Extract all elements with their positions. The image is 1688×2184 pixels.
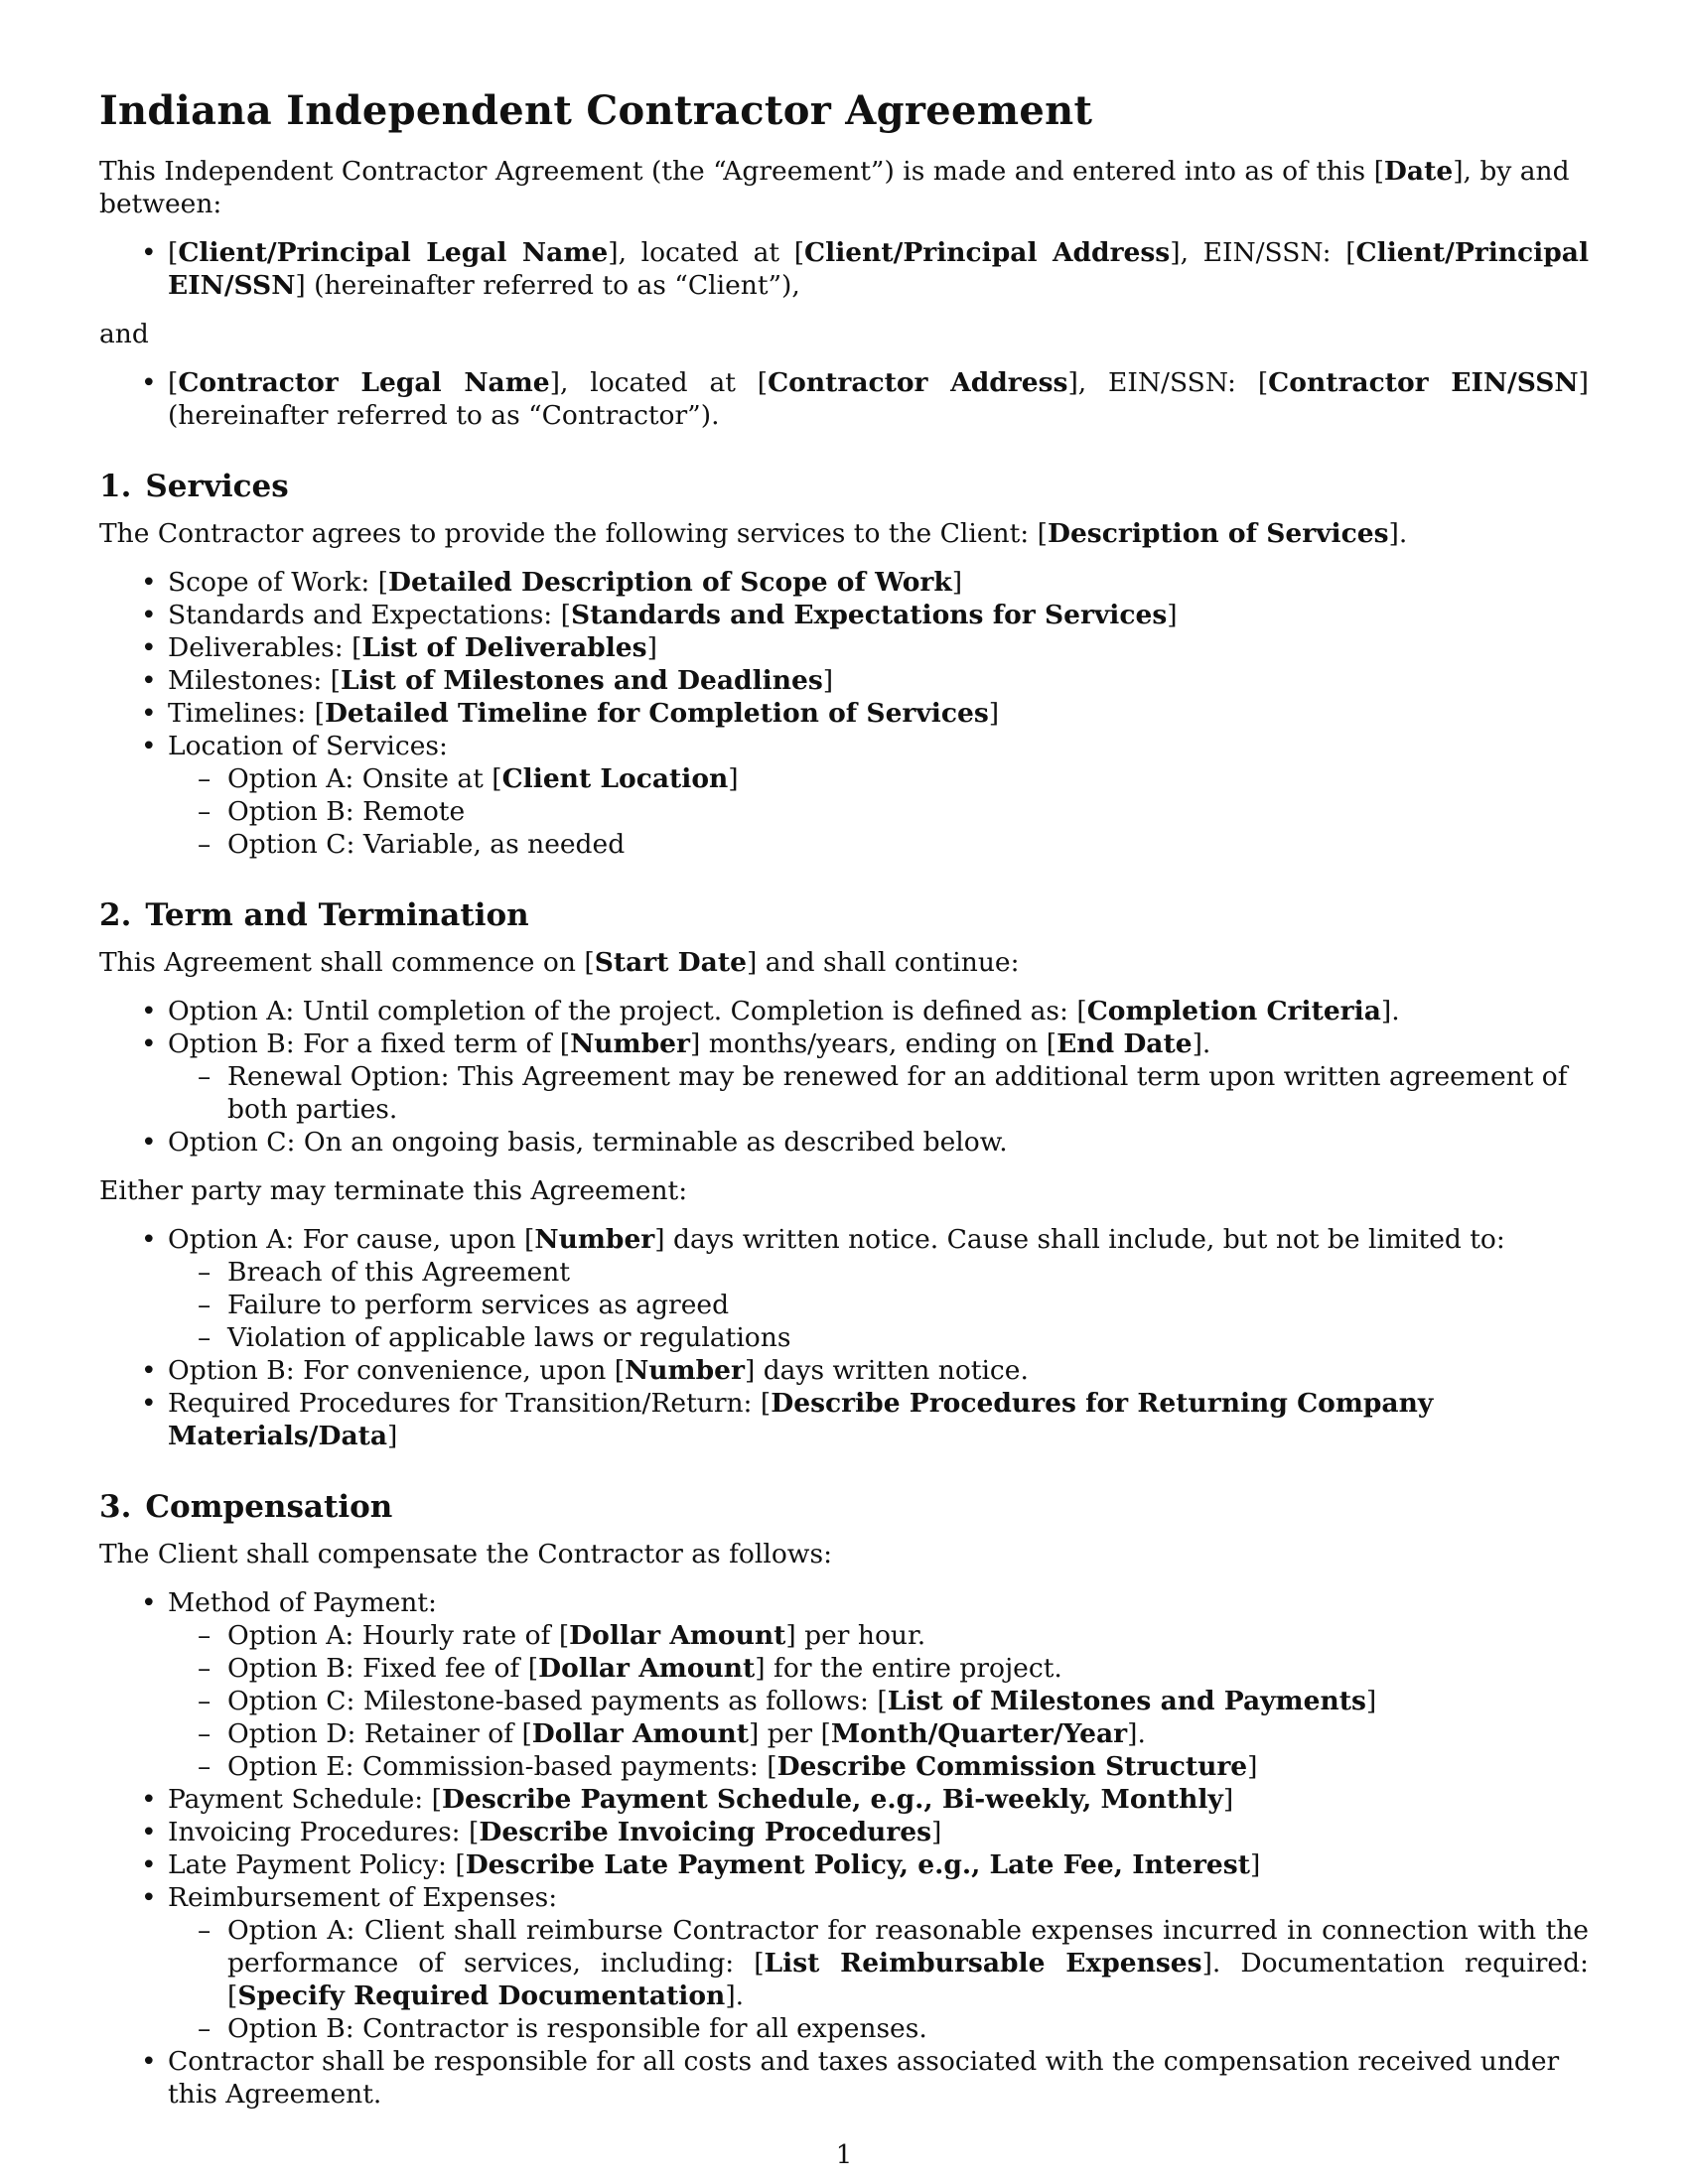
compensation-list [99,1586,1589,2111]
list-item: – Option A: Client shall reimburse Contractor for reasonable expenses incurred in connection with the performance of services, including: [List Reimbursable Expenses]. Documentation required: [Specify Required Documentation]. [227,1914,1589,2012]
list-item: • Option B: For a fixed term of [Number] months/years, ending on [End Date]. – Renewal Option: This Agreement may be renewed for an additional term upon written agreement of both parties. [168,1027,1589,1126]
party-client: • [Client/Principal Legal Name], located at [Client/Principal Address], EIN/SSN: [Client/Principal EIN/SSN] (hereinafter referred to as “Client”), [168,236,1589,302]
termination-list [99,1223,1589,1452]
list-item: – Violation of applicable laws or regulations [227,1321,1589,1354]
list-item: • Method of Payment: – Option A: Hourly rate of [Dollar Amount] per hour. – Option B: Fixed fee of [Dollar Amount] for the entire project. – Option C: Milestone-based payments as follows: [List of Milestones and Payments] – Option D: Retainer of [Dollar Amount] per [Month/Quarter/Year]. – Option E: Commission-based payments: [Describe Commission Structure] [168,1586,1589,1783]
intro-paragraph: This Independent Contractor Agreement (the “Agreement”) is made and entered into as of this [Date], by and between: [99,156,1570,219]
termination-intro: Either party may terminate this Agreement: [99,1175,688,1206]
section-heading-services: 1. Services [99,469,289,504]
list-item: – Option A: Hourly rate of [Dollar Amount] per hour. [227,1619,1589,1652]
list-item: • Reimbursement of Expenses: – Option A: Client shall reimburse Contractor for reasonable expenses incurred in connection with the performance of services, including: [List Reimbursable Expenses]. Documentation required: [Specify Required Documentation]. – Option B: Contractor is responsible for all expenses. [168,1881,1589,2045]
payment-methods [168,1619,1589,1783]
services-intro: The Contractor agrees to provide the following services to the Client: [Description of Services]. [99,518,1408,549]
renewal-options [168,1060,1589,1126]
term-options-list [99,995,1589,1159]
list-item: – Option B: Contractor is responsible for all expenses. [227,2012,1589,2045]
document-title: Indiana Independent Contractor Agreement [99,87,1093,134]
date-placeholder: Date [1383,156,1454,187]
list-item: • Late Payment Policy: [Describe Late Payment Policy, e.g., Late Fee, Interest] [168,1848,1589,1881]
party-contractor: • [Contractor Legal Name], located at [Contractor Address], EIN/SSN: [Contractor EIN/SSN] (hereinafter referred to as “Contractor”). [168,366,1589,432]
list-item: – Option D: Retainer of [Dollar Amount] per [Month/Quarter/Year]. [227,1717,1589,1750]
section-heading-compensation: 3. Compensation [99,1489,393,1525]
list-item: • Standards and Expectations: [Standards and Expectations for Services] [168,599,1589,631]
list-item: • Option C: On an ongoing basis, terminable as described below. [168,1126,1589,1159]
list-item: – Option B: Remote [227,795,1589,828]
list-item: – Breach of this Agreement [227,1256,1589,1289]
list-item: – Renewal Option: This Agreement may be renewed for an additional term upon written agreement of both parties. [227,1060,1589,1126]
compensation-intro: The Client shall compensate the Contractor as follows: [99,1539,833,1570]
list-item: • Invoicing Procedures: [Describe Invoicing Procedures] [168,1816,1589,1848]
list-item: • Option B: For convenience, upon [Number] days written notice. [168,1354,1589,1387]
document-page [99,87,1589,2126]
list-item: • Contractor shall be responsible for all costs and taxes associated with the compensation received under this Agreement. [168,2045,1589,2111]
list-item: – Failure to perform services as agreed [227,1289,1589,1321]
list-item: • Payment Schedule: [Describe Payment Schedule, e.g., Bi-weekly, Monthly] [168,1783,1589,1816]
list-item: • Option A: Until completion of the project. Completion is defined as: [Completion Criteria]. [168,995,1589,1027]
list-item: • Option A: For cause, upon [Number] days written notice. Cause shall include, but not be limited to: – Breach of this Agreement – Failure to perform services as agreed – Violation of applicable laws or regulations [168,1223,1589,1354]
list-item: • Timelines: [Detailed Timeline for Completion of Services] [168,697,1589,730]
party-client-list [99,236,1589,302]
list-item: – Option C: Milestone-based payments as follows: [List of Milestones and Payments] [227,1685,1589,1717]
list-item: – Option E: Commission-based payments: [Describe Commission Structure] [227,1750,1589,1783]
location-options [168,762,1589,861]
list-item: • Required Procedures for Transition/Return: [Describe Procedures for Returning Company Materials/Data] [168,1387,1589,1452]
list-item: • Location of Services: – Option A: Onsite at [Client Location] – Option B: Remote – Option C: Variable, as needed [168,730,1589,861]
list-item: • Milestones: [List of Milestones and Deadlines] [168,664,1589,697]
list-item: – Option B: Fixed fee of [Dollar Amount] for the entire project. [227,1652,1589,1685]
list-item: – Option A: Onsite at [Client Location] [227,762,1589,795]
party-contractor-list [99,366,1589,432]
section-heading-term: 2. Term and Termination [99,897,529,933]
list-item: • Deliverables: [List of Deliverables] [168,631,1589,664]
and-text: and [99,319,149,349]
list-item: – Option C: Variable, as needed [227,828,1589,861]
term-intro: This Agreement shall commence on [Start Date] and shall continue: [99,947,1020,978]
reimbursement-options [168,1914,1589,2045]
services-list [99,566,1589,861]
list-item: • Scope of Work: [Detailed Description of Scope of Work] [168,566,1589,599]
page-number: 1 [835,2140,853,2170]
cause-list [168,1256,1589,1354]
